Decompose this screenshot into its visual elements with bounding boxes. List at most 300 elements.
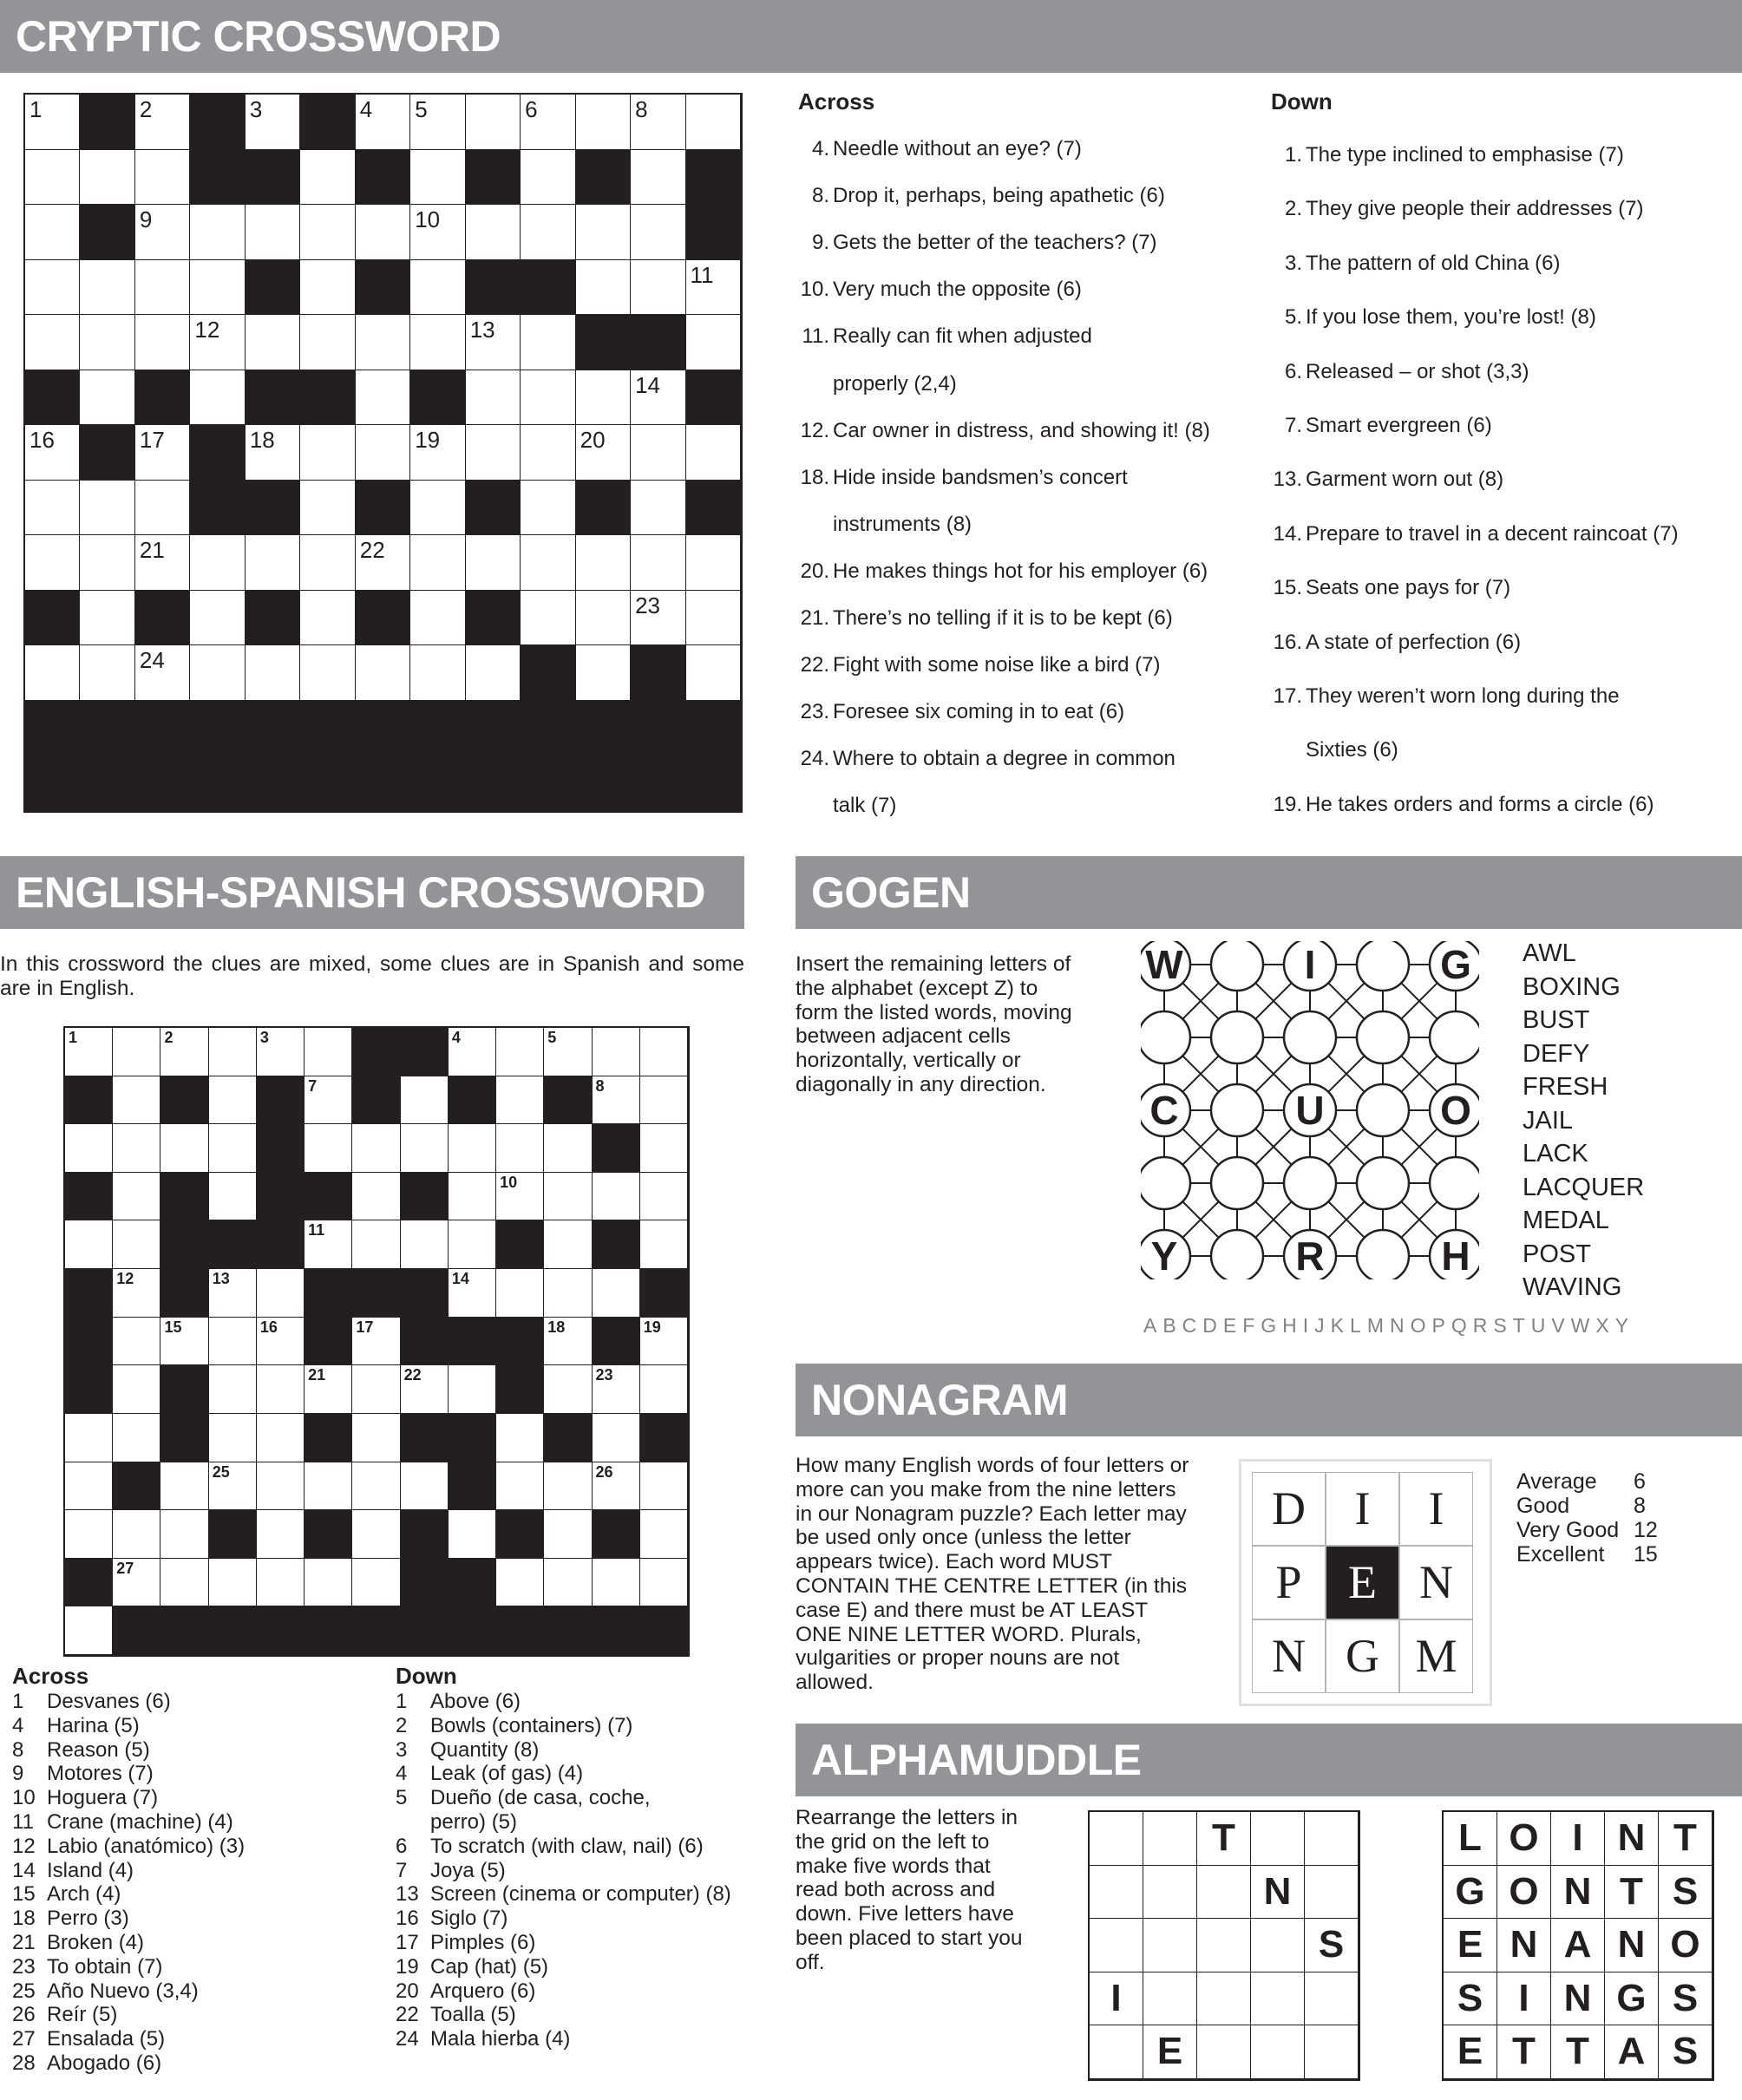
grid-cell[interactable]: [352, 1124, 400, 1173]
grid-cell[interactable]: [593, 1365, 640, 1414]
grid-cell[interactable]: [521, 370, 575, 426]
grid-cell[interactable]: [300, 591, 355, 646]
gogen-letter: U: [1295, 1088, 1325, 1133]
grid-cell[interactable]: [449, 1365, 496, 1414]
alphamuddle-cell[interactable]: [1305, 1812, 1359, 1866]
grid-cell[interactable]: [135, 95, 190, 150]
gogen-word: LACK: [1523, 1140, 1588, 1168]
grid-cell[interactable]: [544, 1365, 592, 1414]
alphamuddle-cell[interactable]: S: [1305, 1919, 1359, 1972]
grid-cell[interactable]: [686, 315, 741, 370]
grid-cell[interactable]: [300, 535, 355, 591]
grid-cell[interactable]: [686, 425, 741, 481]
grid-cell[interactable]: [65, 1124, 113, 1173]
clue-number: 1: [396, 1690, 408, 1713]
alphamuddle-cell[interactable]: [1143, 1972, 1197, 2026]
grid-cell[interactable]: [65, 1028, 113, 1076]
grid-cell[interactable]: [246, 95, 300, 150]
grid-cell[interactable]: [544, 1462, 592, 1511]
gogen-cell[interactable]: [1211, 941, 1263, 991]
alphamuddle-cell[interactable]: T: [1197, 1812, 1251, 1866]
gogen-cell[interactable]: [1284, 1157, 1336, 1209]
grid-cell[interactable]: [631, 591, 685, 646]
gogen-cell[interactable]: [1211, 1157, 1263, 1209]
grid-cell[interactable]: [356, 205, 410, 260]
grid-cell[interactable]: [25, 205, 80, 260]
grid-cell[interactable]: [246, 315, 300, 370]
grid-cell[interactable]: [65, 1462, 113, 1511]
grid-cell[interactable]: [686, 645, 741, 701]
grid-cell[interactable]: [466, 95, 521, 150]
grid-cell[interactable]: [160, 1318, 208, 1366]
grid-cell[interactable]: [466, 535, 521, 591]
grid-cell[interactable]: [410, 150, 465, 206]
clue-text: If you lose them, you’re lost! (8): [1306, 305, 1596, 330]
grid-cell[interactable]: [113, 1028, 160, 1076]
grid-cell[interactable]: [521, 315, 575, 370]
grid-cell[interactable]: [576, 645, 631, 701]
cryptic-across-heading: Across: [798, 88, 875, 114]
grid-cell[interactable]: [209, 1076, 257, 1125]
grid-cell[interactable]: [593, 1559, 640, 1607]
black-cell: [401, 1269, 449, 1318]
grid-cell[interactable]: [544, 1559, 592, 1607]
grid-cell[interactable]: [593, 1269, 640, 1318]
grid-cell[interactable]: [521, 591, 575, 646]
grid-cell[interactable]: [80, 481, 134, 536]
grid-cell[interactable]: [640, 1365, 688, 1414]
grid-cell[interactable]: [576, 425, 631, 481]
grid-cell[interactable]: [80, 260, 134, 316]
grid-cell[interactable]: [190, 535, 245, 591]
clue-text: Joya (5): [430, 1858, 506, 1882]
gogen-cell[interactable]: [1430, 1011, 1479, 1063]
black-cell: [65, 1365, 113, 1414]
grid-cell[interactable]: [300, 150, 355, 206]
grid-cell[interactable]: [496, 1269, 544, 1318]
grid-cell[interactable]: [640, 1076, 688, 1125]
grid-cell[interactable]: [209, 1269, 257, 1318]
grid-cell[interactable]: [113, 1559, 160, 1607]
grid-cell[interactable]: [305, 1220, 352, 1269]
gogen-word: POST: [1523, 1240, 1591, 1268]
grid-cell[interactable]: [631, 95, 685, 150]
grid-cell[interactable]: [352, 1510, 400, 1559]
alphamuddle-cell[interactable]: I: [1090, 1972, 1143, 2026]
grid-cell[interactable]: [544, 1028, 592, 1076]
clue-number: 2.: [1284, 197, 1302, 221]
alphamuddle-cell[interactable]: [1090, 1866, 1143, 1920]
clue-number: 11: [308, 1221, 325, 1240]
grid-cell[interactable]: [80, 150, 134, 206]
grid-cell[interactable]: [25, 645, 80, 701]
alphamuddle-cell[interactable]: [1251, 2025, 1305, 2079]
grid-cell[interactable]: [521, 425, 575, 481]
grid-cell[interactable]: [544, 1510, 592, 1559]
grid-cell[interactable]: [246, 645, 300, 701]
clue-item: [396, 2027, 731, 2051]
alphamuddle-cell[interactable]: [1251, 1919, 1305, 1972]
grid-cell[interactable]: [640, 1510, 688, 1559]
grid-cell[interactable]: [190, 205, 245, 260]
grid-cell[interactable]: [246, 535, 300, 591]
grid-cell[interactable]: [352, 1318, 400, 1366]
grid-cell[interactable]: [410, 315, 465, 370]
alphamuddle-cell[interactable]: [1197, 1866, 1251, 1920]
grid-cell[interactable]: [631, 205, 685, 260]
grid-cell[interactable]: [449, 1124, 496, 1173]
grid-cell[interactable]: [209, 1462, 257, 1511]
grid-cell[interactable]: [25, 315, 80, 370]
grid-cell[interactable]: [190, 260, 245, 316]
grid-cell[interactable]: [356, 315, 410, 370]
grid-cell[interactable]: [593, 1076, 640, 1125]
grid-cell[interactable]: [640, 1220, 688, 1269]
gogen-cell[interactable]: [1357, 1011, 1409, 1063]
clue-number: 24: [396, 2027, 419, 2051]
clue-item: [12, 1810, 245, 1835]
black-cell: [352, 1028, 400, 1076]
clue-number: 2: [164, 1029, 174, 1046]
clue-number: 14: [12, 1858, 36, 1882]
grid-cell[interactable]: [521, 95, 575, 150]
grid-cell[interactable]: [593, 1173, 640, 1221]
grid-cell[interactable]: [190, 645, 245, 701]
grid-cell[interactable]: [576, 535, 631, 591]
grid-cell[interactable]: [631, 260, 685, 316]
score-value: 8: [1634, 1494, 1646, 1518]
grid-cell[interactable]: [631, 150, 685, 206]
grid-cell[interactable]: [65, 1220, 113, 1269]
grid-cell[interactable]: [257, 1462, 305, 1511]
alphamuddle-cell[interactable]: N: [1251, 1866, 1305, 1920]
grid-cell[interactable]: [356, 645, 410, 701]
grid-cell[interactable]: [113, 1510, 160, 1559]
alphamuddle-cell[interactable]: [1251, 1972, 1305, 2026]
grid-cell[interactable]: [300, 205, 355, 260]
grid-cell[interactable]: [25, 481, 80, 536]
grid-cell[interactable]: [521, 481, 575, 536]
grid-cell[interactable]: [300, 260, 355, 316]
grid-cell[interactable]: [410, 591, 465, 646]
grid-cell[interactable]: [631, 425, 685, 481]
grid-cell[interactable]: [135, 645, 190, 701]
grid-cell[interactable]: [135, 481, 190, 536]
grid-cell[interactable]: [449, 1028, 496, 1076]
grid-cell[interactable]: [352, 1414, 400, 1462]
grid-cell[interactable]: [25, 150, 80, 206]
grid-cell[interactable]: [113, 1124, 160, 1173]
alphamuddle-cell[interactable]: [1305, 2025, 1359, 2079]
gogen-cell[interactable]: [1211, 1011, 1263, 1063]
score-label: Very Good: [1516, 1518, 1620, 1542]
grid-cell[interactable]: [356, 95, 410, 150]
alphamuddle-cell[interactable]: [1143, 1866, 1197, 1920]
grid-cell[interactable]: [640, 1559, 688, 1607]
grid-cell[interactable]: [593, 1462, 640, 1511]
grid-cell[interactable]: [135, 315, 190, 370]
alphamuddle-cell: S: [1659, 2025, 1713, 2079]
grid-cell[interactable]: [576, 205, 631, 260]
clue-number: 4: [12, 1713, 24, 1737]
grid-cell[interactable]: [209, 1414, 257, 1462]
grid-cell[interactable]: [25, 95, 80, 150]
grid-cell[interactable]: [544, 1124, 592, 1173]
grid-cell[interactable]: [466, 205, 521, 260]
grid-cell[interactable]: [356, 425, 410, 481]
alphamuddle-cell[interactable]: [1090, 1812, 1143, 1866]
grid-cell[interactable]: [305, 1028, 352, 1076]
grid-cell[interactable]: [593, 1414, 640, 1462]
grid-cell[interactable]: [401, 1124, 449, 1173]
grid-cell[interactable]: [113, 1365, 160, 1414]
grid-cell[interactable]: [410, 481, 465, 536]
grid-cell[interactable]: [300, 645, 355, 701]
grid-cell[interactable]: [113, 1269, 160, 1318]
clue-number: 18: [547, 1318, 566, 1336]
grid-cell[interactable]: [209, 1559, 257, 1607]
grid-cell[interactable]: [25, 425, 80, 481]
gogen-cell[interactable]: [1357, 1084, 1409, 1136]
grid-cell[interactable]: [686, 260, 741, 316]
grid-cell[interactable]: [631, 535, 685, 591]
grid-cell[interactable]: [190, 591, 245, 646]
clue-number: 9: [259, 1125, 269, 1143]
black-cell: [631, 645, 685, 701]
grid-cell[interactable]: [410, 535, 465, 591]
grid-cell[interactable]: [356, 370, 410, 426]
grid-cell[interactable]: [300, 425, 355, 481]
grid-cell[interactable]: [160, 1028, 208, 1076]
grid-cell[interactable]: [544, 1173, 592, 1221]
grid-cell[interactable]: [160, 1559, 208, 1607]
grid-cell[interactable]: [521, 535, 575, 591]
grid-cell[interactable]: [544, 1220, 592, 1269]
grid-cell[interactable]: [65, 1414, 113, 1462]
grid-cell[interactable]: [401, 1220, 449, 1269]
grid-cell[interactable]: [449, 1510, 496, 1559]
black-cell: [65, 1269, 113, 1318]
clue-item: [798, 513, 972, 537]
grid-cell[interactable]: [305, 1076, 352, 1125]
alphamuddle-cell[interactable]: [1251, 1812, 1305, 1866]
alphamuddle-cell[interactable]: [1143, 1812, 1197, 1866]
grid-cell[interactable]: [640, 1124, 688, 1173]
clue-item: [12, 1690, 245, 1714]
grid-cell[interactable]: [496, 1173, 544, 1221]
gogen-cell[interactable]: [1357, 1230, 1409, 1279]
alphamuddle-cell[interactable]: [1090, 2025, 1143, 2079]
grid-cell[interactable]: [631, 370, 685, 426]
grid-cell[interactable]: [356, 535, 410, 591]
alphamuddle-cell[interactable]: [1197, 2025, 1251, 2079]
black-cell: [305, 1318, 352, 1366]
gogen-cell[interactable]: [1211, 1084, 1263, 1136]
grid-cell[interactable]: [209, 1173, 257, 1221]
alphamuddle-cell[interactable]: E: [1143, 2025, 1197, 2079]
grid-cell[interactable]: [449, 1220, 496, 1269]
grid-cell[interactable]: [449, 1269, 496, 1318]
gogen-letter: H: [1441, 1233, 1470, 1279]
grid-cell[interactable]: [401, 1365, 449, 1414]
grid-cell[interactable]: [135, 150, 190, 206]
grid-cell[interactable]: [305, 1365, 352, 1414]
grid-cell[interactable]: [496, 1124, 544, 1173]
grid-cell[interactable]: [135, 425, 190, 481]
gogen-cell[interactable]: [1211, 1230, 1263, 1279]
grid-cell[interactable]: [80, 370, 134, 426]
black-cell: [356, 260, 410, 316]
grid-cell[interactable]: [65, 1510, 113, 1559]
grid-cell[interactable]: [305, 1462, 352, 1511]
grid-cell[interactable]: [352, 1559, 400, 1607]
alphamuddle-cell[interactable]: [1197, 1919, 1251, 1972]
grid-cell[interactable]: [544, 1269, 592, 1318]
clue-text: He takes orders and forms a circle (6): [1306, 792, 1654, 816]
black-cell: [496, 1510, 544, 1559]
clue-number: 9: [12, 1762, 24, 1786]
grid-cell[interactable]: [257, 1414, 305, 1462]
grid-cell[interactable]: [257, 1365, 305, 1414]
clue-text: A state of perfection (6): [1306, 630, 1522, 654]
gogen-cell[interactable]: [1357, 941, 1409, 991]
grid-cell[interactable]: [521, 150, 575, 206]
gogen-cell[interactable]: [1284, 1011, 1336, 1063]
score-value: 15: [1634, 1542, 1658, 1567]
grid-cell[interactable]: [113, 1318, 160, 1366]
alphamuddle-cell[interactable]: [1305, 1972, 1359, 2026]
grid-cell[interactable]: [257, 1318, 305, 1366]
grid-cell[interactable]: [576, 370, 631, 426]
grid-cell[interactable]: [640, 1173, 688, 1221]
grid-cell[interactable]: [300, 481, 355, 536]
grid-cell[interactable]: [257, 1559, 305, 1607]
grid-cell[interactable]: [305, 1124, 352, 1173]
grid-cell[interactable]: [401, 1462, 449, 1511]
grid-cell[interactable]: [135, 260, 190, 316]
grid-cell[interactable]: [160, 1462, 208, 1511]
grid-cell[interactable]: [640, 1462, 688, 1511]
grid-cell[interactable]: [576, 260, 631, 316]
grid-cell[interactable]: [209, 1124, 257, 1173]
grid-cell[interactable]: [640, 1318, 688, 1366]
grid-cell[interactable]: [135, 205, 190, 260]
gogen-cell[interactable]: [1141, 1157, 1190, 1209]
grid-cell[interactable]: [160, 1510, 208, 1559]
grid-cell[interactable]: [113, 1220, 160, 1269]
black-cell: [305, 1414, 352, 1462]
grid-cell[interactable]: [80, 645, 134, 701]
clue-number: 13.: [1273, 468, 1302, 492]
grid-cell[interactable]: [209, 1365, 257, 1414]
grid-cell[interactable]: [496, 1414, 544, 1462]
grid-cell[interactable]: [65, 1606, 113, 1655]
grid-cell[interactable]: [496, 1028, 544, 1076]
grid-cell[interactable]: [631, 481, 685, 536]
grid-cell[interactable]: [352, 1462, 400, 1511]
grid-cell[interactable]: [113, 1414, 160, 1462]
grid-cell[interactable]: [209, 1318, 257, 1366]
grid-cell[interactable]: [449, 1173, 496, 1221]
clue-item: [1271, 793, 1654, 817]
grid-cell[interactable]: [576, 95, 631, 150]
grid-cell[interactable]: [352, 1365, 400, 1414]
grid-cell[interactable]: [410, 95, 465, 150]
grid-cell[interactable]: [113, 1173, 160, 1221]
grid-cell[interactable]: [640, 1028, 688, 1076]
grid-cell[interactable]: [160, 1124, 208, 1173]
grid-cell[interactable]: [25, 535, 80, 591]
grid-cell[interactable]: [496, 1559, 544, 1607]
grid-cell[interactable]: [576, 591, 631, 646]
clue-text: Ensalada (5): [47, 2027, 166, 2051]
clue-number: 12: [194, 317, 220, 343]
alphamuddle-cell[interactable]: [1143, 1919, 1197, 1972]
gogen-cell[interactable]: [1357, 1157, 1409, 1209]
grid-cell[interactable]: [544, 1318, 592, 1366]
grid-cell[interactable]: [257, 1028, 305, 1076]
clue-text: To obtain (7): [47, 1954, 163, 1979]
grid-cell[interactable]: [686, 95, 741, 150]
gogen-cell[interactable]: [1141, 1011, 1190, 1063]
grid-cell[interactable]: [496, 1076, 544, 1125]
grid-cell[interactable]: [209, 1028, 257, 1076]
gogen-cell[interactable]: [1430, 1157, 1479, 1209]
grid-cell[interactable]: [352, 1220, 400, 1269]
grid-cell[interactable]: [190, 315, 245, 370]
black-cell: [246, 370, 300, 426]
grid-cell[interactable]: [80, 591, 134, 646]
clue-item: [798, 278, 1082, 302]
alphamuddle-cell[interactable]: [1197, 1972, 1251, 2026]
grid-cell[interactable]: [521, 205, 575, 260]
grid-cell[interactable]: [466, 370, 521, 426]
grid-cell[interactable]: [593, 1028, 640, 1076]
clue-number: 22: [396, 2003, 419, 2027]
grid-cell[interactable]: [80, 315, 134, 370]
grid-cell[interactable]: [410, 205, 465, 260]
grid-cell[interactable]: [300, 315, 355, 370]
grid-cell[interactable]: [401, 1076, 449, 1125]
grid-cell[interactable]: [466, 315, 521, 370]
grid-cell[interactable]: [135, 535, 190, 591]
grid-cell[interactable]: [190, 370, 245, 426]
grid-cell[interactable]: [257, 1269, 305, 1318]
alphamuddle-cell[interactable]: [1090, 1919, 1143, 1972]
grid-cell[interactable]: [496, 1462, 544, 1511]
grid-cell[interactable]: [113, 1076, 160, 1125]
clue-text: Reason (5): [47, 1737, 150, 1762]
grid-cell[interactable]: [410, 260, 465, 316]
grid-cell[interactable]: [466, 425, 521, 481]
grid-cell[interactable]: [305, 1559, 352, 1607]
grid-cell[interactable]: [686, 591, 741, 646]
grid-cell[interactable]: [246, 425, 300, 481]
clue-number: 14: [635, 371, 660, 398]
grid-cell[interactable]: [80, 535, 134, 591]
grid-cell[interactable]: [410, 425, 465, 481]
alphamuddle-cell[interactable]: [1305, 1866, 1359, 1920]
grid-cell[interactable]: [25, 260, 80, 316]
grid-cell[interactable]: [246, 205, 300, 260]
grid-cell[interactable]: [686, 535, 741, 591]
clue-item: [12, 1859, 245, 1883]
grid-cell[interactable]: [410, 645, 465, 701]
grid-cell[interactable]: [352, 1173, 400, 1221]
grid-cell[interactable]: [466, 645, 521, 701]
clue-number: 10.: [800, 278, 829, 302]
grid-cell[interactable]: [257, 1510, 305, 1559]
